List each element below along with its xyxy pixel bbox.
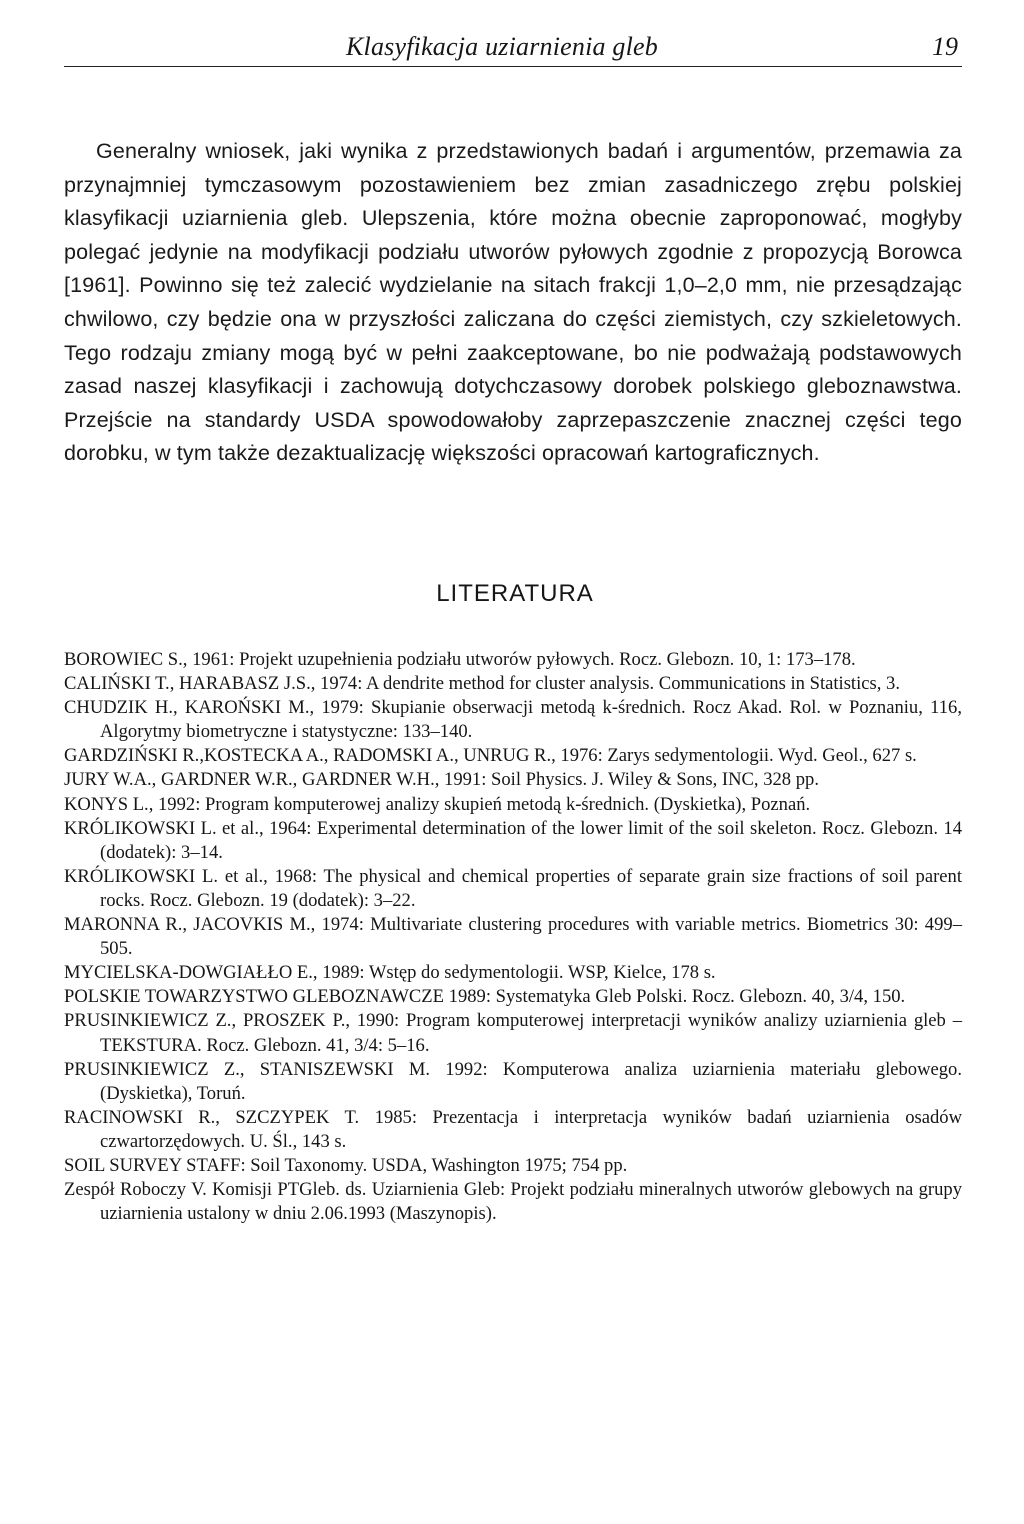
reference-text: Zespół Roboczy V. Komisji PTGleb. ds. Uziarnienia Gleb: Projekt podziału mineralnych utworów glebowych na grupy uziarnienia ustalony w dniu 2.06.1993 (Maszynopis). bbox=[64, 1179, 962, 1225]
reference-item bbox=[64, 793, 962, 817]
reference-text: MYCIELSKA-DOWGIAŁŁO E., 1989: Wstęp do sedymentologii. WSP, Kielce, 178 s. bbox=[64, 962, 716, 984]
reference-text: PRUSINKIEWICZ Z., STANISZEWSKI M. 1992: Komputerowa analiza uziarnienia materiału glebowego. (Dyskietka), Toruń. bbox=[64, 1058, 962, 1104]
reference-item bbox=[64, 985, 962, 1009]
reference-item bbox=[64, 672, 962, 696]
reference-item bbox=[64, 744, 962, 768]
reference-text: KRÓLIKOWSKI L. et al., 1964: Experimental determination of the lower limit of the soil skeleton. Rocz. Glebozn. 14 (dodatek): 3–14. bbox=[64, 817, 962, 863]
reference-text: CHUDZIK H., KAROŃSKI M., 1979: Skupianie obserwacji metodą k-średnich. Rocz Akad. Rol. w Poznaniu, 116, Algorytmy biometryczne i statystyczne: 133–140. bbox=[64, 697, 962, 743]
reference-item bbox=[64, 865, 962, 913]
reference-item bbox=[64, 1154, 962, 1178]
reference-item bbox=[64, 817, 962, 865]
reference-text: BOROWIEC S., 1961: Projekt uzupełnienia podziału utworów pyłowych. Rocz. Glebozn. 10, 1: 173–178. bbox=[64, 649, 856, 670]
reference-list bbox=[64, 648, 962, 1226]
conclusion-paragraph: Generalny wniosek, jaki wynika z przedstawionych badań i argumentów, przemawia za przynajmniej tymczasowym pozostawieniem bez zmian zasadniczego zrębu polskiej klasyfikacji uziarnienia gleb. Ulepszenia, które można obecnie zaproponować, mogłyby polegać jedynie na modyfikacji podziału utworów pyłowych zgodnie z propozycją Borowca [1961]. Powinno się też zalecić wydzielanie na sitach frakcji 1,0–2,0 mm, nie przesądzając chwilowo, czy będzie ona w przyszłości zaliczana do części ziemistych, czy szkieletowych. Tego rodzaju zmiany mogą być w pełni zaakceptowane, bo nie podważają podstawowych zasad naszej klasyfikacji i zachowują dotychczasowy dorobek polskiego gleboznawstwa. Przejście na standardy USDA spowodowałoby zaprzepaszczenie znacznej części tego dorobku, w tym także dezaktualizację większości opracowań kartograficznych. bbox=[64, 139, 962, 466]
reference-item bbox=[64, 1106, 962, 1154]
reference-item bbox=[64, 961, 962, 985]
reference-text: SOIL SURVEY STAFF: Soil Taxonomy. USDA, Washington 1975; 754 pp. bbox=[64, 1154, 628, 1176]
reference-item bbox=[64, 1009, 962, 1057]
literature-heading: LITERATURA bbox=[436, 580, 594, 607]
reference-text: RACINOWSKI R., SZCZYPEK T. 1985: Prezentacja i interpretacja wyników badań uziarnienia osadów czwartorzędowych. U. Śl., 143 s. bbox=[64, 1106, 962, 1152]
page-number: 19 bbox=[932, 32, 958, 61]
reference-item bbox=[64, 648, 962, 672]
reference-text: PRUSINKIEWICZ Z., PROSZEK P., 1990: Program komputerowej interpretacji wyników analizy uziarnienia gleb – TEKSTURA. Rocz. Glebozn. 41, 3/4: 5–16. bbox=[64, 1010, 962, 1056]
running-header bbox=[64, 30, 962, 67]
reference-text: JURY W.A., GARDNER W.R., GARDNER W.H., 1991: Soil Physics. J. Wiley & Sons, INC, 328 pp. bbox=[64, 769, 819, 791]
reference-item bbox=[64, 1178, 962, 1226]
reference-text: MARONNA R., JACOVKIS M., 1974: Multivariate clustering procedures with variable metrics. Biometrics 30: 499–505. bbox=[64, 914, 962, 960]
reference-text: KONYS L., 1992: Program komputerowej analizy skupień metodą k-średnich. (Dyskietka), Poznań. bbox=[64, 793, 811, 815]
reference-text: GARDZIŃSKI R.,KOSTECKA A., RADOMSKI A., UNRUG R., 1976: Zarys sedymentologii. Wyd. Geol., 627 s. bbox=[64, 745, 917, 767]
reference-item bbox=[64, 1058, 962, 1106]
running-title: Klasyfikacja uziarnienia gleb bbox=[346, 32, 658, 61]
reference-text: POLSKIE TOWARZYSTWO GLEBOZNAWCZE 1989: Systematyka Gleb Polski. Rocz. Glebozn. 40, 3/4, 150. bbox=[64, 986, 906, 1008]
reference-text: KRÓLIKOWSKI L. et al., 1968: The physical and chemical properties of separate grain size fractions of soil parent rocks. Rocz. Glebozn. 19 (dodatek): 3–22. bbox=[64, 865, 962, 911]
reference-text: CALIŃSKI T., HARABASZ J.S., 1974: A dendrite method for cluster analysis. Communications in Statistics, 3. bbox=[64, 673, 900, 695]
reference-item bbox=[64, 696, 962, 744]
reference-item bbox=[64, 913, 962, 961]
reference-item bbox=[64, 768, 962, 792]
